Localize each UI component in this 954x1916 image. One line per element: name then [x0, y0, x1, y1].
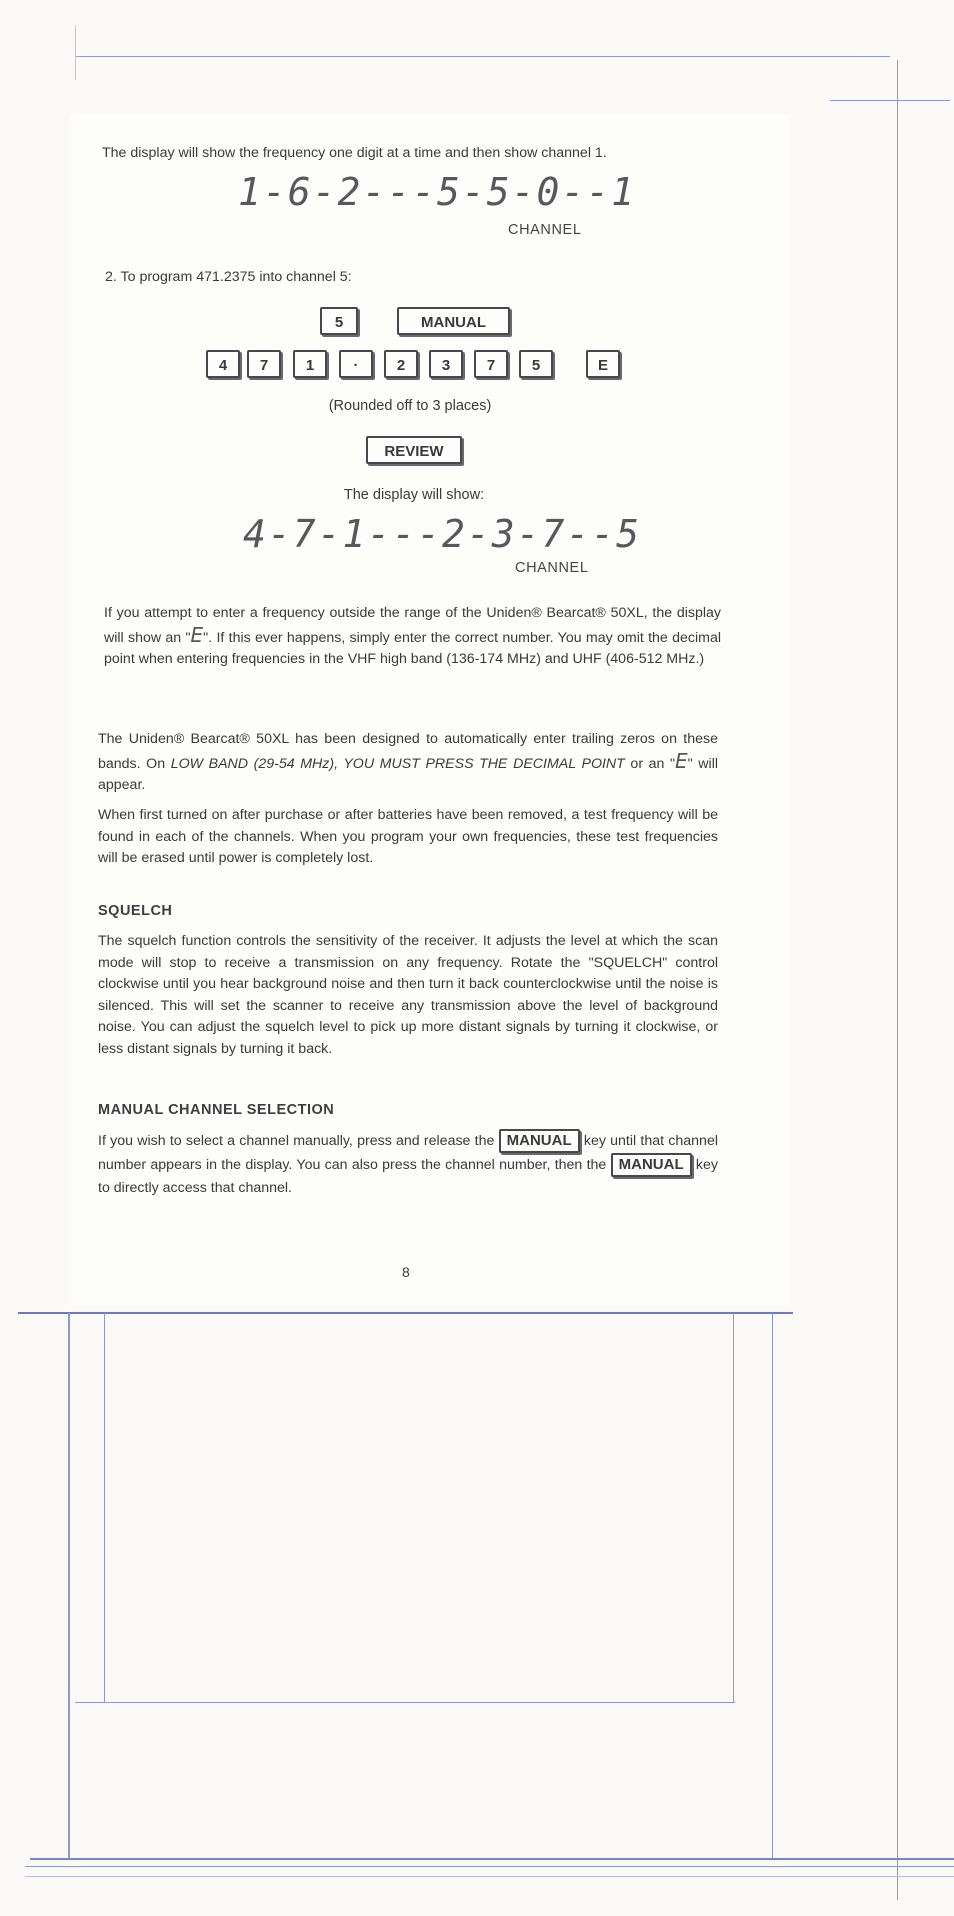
frame-right-outer [772, 1313, 773, 1858]
range-paragraph [104, 603, 721, 671]
channel-label-1: CHANNEL [508, 222, 582, 238]
low-text-c: " will appear. [98, 755, 718, 793]
step-2-text: 2. To program 471.2375 into channel 5: [105, 269, 352, 285]
error-e-symbol: E [190, 622, 204, 647]
pencil-line-right-short [830, 100, 950, 101]
key-2[interactable]: 2 [384, 350, 418, 378]
first-power-paragraph: When first turned on after purchase or after batteries have been removed, a test frequency will be found in each of the channels. When you program your own frequencies, these test frequencies will be erased until power is completely lost. [98, 807, 718, 866]
manual-paragraph [98, 1129, 718, 1200]
manual-page [70, 115, 790, 1305]
display-will-show: The display will show: [343, 487, 485, 503]
frame-right-inner [733, 1313, 734, 1703]
squelch-heading: SQUELCH [98, 903, 173, 919]
rounded-note: (Rounded off to 3 places) [328, 398, 492, 414]
display-readout-1: 1-6-2---5-5-0--1 [238, 170, 637, 214]
channel-label-2: CHANNEL [515, 560, 589, 576]
key-3[interactable]: 3 [429, 350, 463, 378]
key-1[interactable]: 1 [293, 350, 327, 378]
low-text-em: LOW BAND (29-54 MHz), YOU MUST PRESS THE DECIMAL POINT [170, 755, 625, 772]
low-band-paragraph [98, 729, 718, 797]
manual-text-c: key to directly access that channel. [98, 1157, 718, 1196]
error-e-symbol-2: E [675, 748, 688, 773]
frame-bottom-1 [30, 1858, 954, 1860]
key-7b[interactable]: 7 [474, 350, 508, 378]
manual-text-b: key until that channel number appears in the display. You can also press the channel number, then the [98, 1133, 718, 1173]
card-bottom-line [18, 1312, 793, 1314]
review-key[interactable]: REVIEW [366, 436, 462, 464]
key-decimal[interactable]: · [339, 350, 373, 378]
low-text-a: The Uniden® Bearcat® 50XL has been designed to automatically enter trailing zeros on these bands. On [98, 731, 718, 772]
display-readout-2: 4-7-1---2-3-7--5 [243, 512, 642, 556]
intro-text: The display will show the frequency one digit at a time and then show channel 1. [102, 145, 607, 161]
manual-inline-key-1[interactable]: MANUAL [499, 1129, 580, 1153]
manual-inline-key-2[interactable]: MANUAL [611, 1153, 692, 1177]
low-text-b: or an " [624, 755, 676, 772]
key-5[interactable]: 5 [320, 307, 358, 335]
range-text-b: ". If this ever happens, simply enter the correct number. You may omit the decimal point when entering frequencies in the VHF high band (136-174 MHz) and UHF (406-512 MHz.) [104, 629, 721, 667]
pencil-line-left-tick [75, 25, 76, 80]
pencil-line-top [75, 56, 890, 57]
page-number: 8 [402, 1264, 410, 1280]
key-4[interactable]: 4 [206, 350, 240, 378]
manual-heading: MANUAL CHANNEL SELECTION [98, 1102, 335, 1118]
manual-text-a: If you wish to select a channel manually, press and release the [98, 1133, 499, 1149]
frame-left-outer [68, 1313, 70, 1858]
frame-bottom-3 [25, 1876, 954, 1877]
range-text-a: If you attempt to enter a frequency outside the range of the Uniden® Bearcat® 50XL, the display will show an " [104, 605, 721, 646]
manual-key[interactable]: MANUAL [397, 307, 510, 335]
key-7[interactable]: 7 [247, 350, 281, 378]
frame-inner-bottom [75, 1702, 735, 1703]
frame-bottom-2 [25, 1866, 954, 1867]
squelch-text: The squelch function controls the sensitivity of the receiver. It adjusts the level at which the scan mode will stop to receive a transmission on any frequency. Rotate the "SQUELCH" control clockwise until you hear background noise and then turn it back counterclockwise until the noise is silenced. This will set the scanner to receive any transmission above the level of background noise. You can adjust the squelch level to pick up more distant signals by turning it clockwise, or less distant signals by turning it back. [98, 933, 718, 1057]
key-5b[interactable]: 5 [519, 350, 553, 378]
frame-left-inner [104, 1313, 105, 1703]
key-e[interactable]: E [586, 350, 620, 378]
pencil-line-right-vertical [897, 60, 898, 1900]
